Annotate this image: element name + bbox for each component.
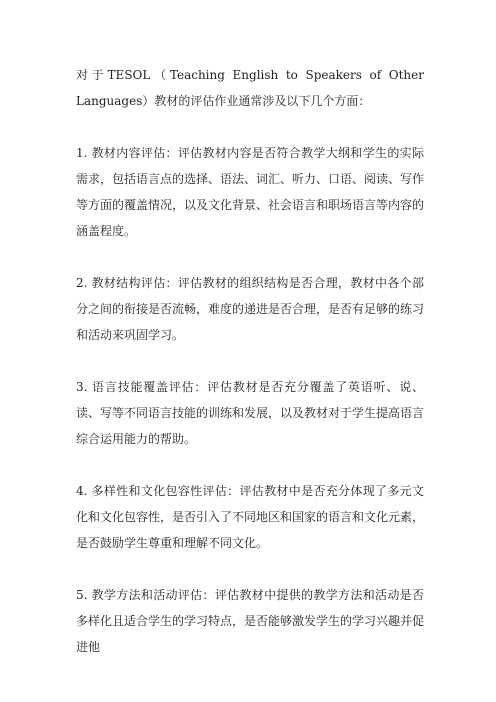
item-2-text: 2. 教材结构评估：评估教材的组织结构是否合理，教材中各个部分之间的衔接是否流畅，难度的递进是否合理，是否有足够的练习和活动来巩固学习。 [76,276,425,342]
list-item [76,140,424,244]
list-item [76,582,424,686]
intro-paragraph [76,62,424,114]
intro-text: 对于TESOL（Teaching English to Speakers of Other Languages）教材的评估作业通常涉及以下几个方面： [76,68,424,108]
list-item [76,478,424,556]
item-4-text: 4. 多样性和文化包容性评估：评估教材中是否充分体现了多元文化和文化包容性，是否引入了不同地区和国家的语言和文化元素，是否鼓励学生尊重和理解不同文化。 [76,484,425,550]
item-5-text: 5. 教学方法和活动评估：评估教材中提供的教学方法和活动是否多样化且适合学生的学习特点，是否能够激发学生的学习兴趣并促进他 [76,588,424,654]
list-item [76,374,424,452]
list-item [76,270,424,348]
item-3-text: 3. 语言技能覆盖评估：评估教材是否充分覆盖了英语听、说、读、写等不同语言技能的训练和发展，以及教材对于学生提高语言综合运用能力的帮助。 [76,380,425,446]
item-1-text: 1. 教材内容评估：评估教材内容是否符合教学大纲和学生的实际需求，包括语言点的选择、语法、词汇、听力、口语、阅读、写作等方面的覆盖情况，以及文化背景、社会语言和职场语言等内容的涵盖程度。 [76,146,425,238]
